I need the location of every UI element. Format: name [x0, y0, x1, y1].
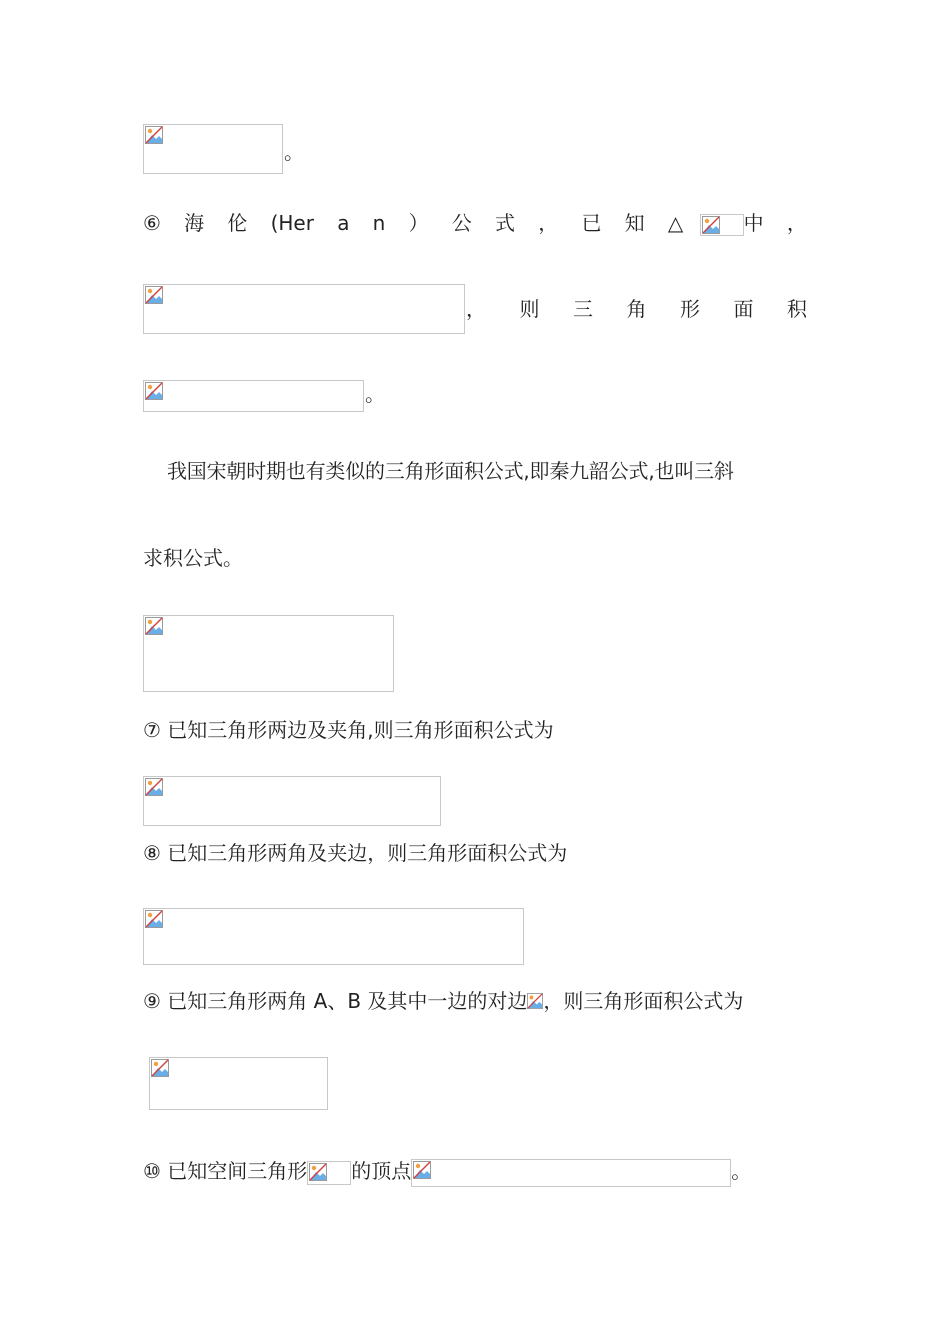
text-char: 角	[626, 297, 647, 321]
formula-image	[143, 380, 364, 412]
broken-image-icon	[145, 778, 163, 796]
item-7-text: ⑦ 已知三角形两边及夹角,则三角形面积公式为	[143, 718, 554, 742]
period: 。	[731, 1159, 752, 1183]
text-char: 则	[519, 297, 540, 321]
formula-image	[411, 1159, 731, 1187]
text-char: 形	[680, 297, 700, 321]
item-8-text: ⑧ 已知三角形两角及夹边，则三角形面积公式为	[143, 841, 568, 865]
broken-image-icon	[145, 382, 163, 400]
formula-image	[143, 124, 283, 174]
text-char: 三	[573, 297, 593, 321]
text-char: 中	[743, 211, 764, 235]
text-char: 海	[184, 211, 205, 235]
item-10-text-a: ⑩ 已知空间三角形	[143, 1159, 308, 1183]
formula-image	[149, 1057, 328, 1110]
text-char: 式	[495, 211, 516, 235]
formula-image	[143, 284, 465, 334]
broken-image-icon	[413, 1161, 431, 1179]
formula-image	[143, 776, 441, 826]
text-char: ⑥	[143, 211, 161, 235]
broken-image-icon	[145, 617, 163, 635]
text-char: n	[372, 211, 386, 235]
item-9-text-a: ⑨ 已知三角形两角 A、B 及其中一边的对边	[143, 989, 528, 1013]
area-text-line	[466, 295, 807, 323]
formula-image	[307, 1161, 351, 1185]
text-char: 积	[787, 297, 807, 321]
broken-image-icon	[145, 126, 163, 144]
text-char: 伦	[227, 211, 248, 235]
text-char: ，	[538, 211, 559, 235]
formula-image	[700, 214, 744, 236]
text-char	[668, 209, 764, 237]
text-char: ，	[786, 211, 807, 235]
text-char: 已	[581, 211, 602, 235]
broken-image-icon	[145, 286, 163, 304]
broken-image-icon	[527, 993, 543, 1009]
broken-image-icon	[309, 1163, 327, 1181]
period: 。	[284, 140, 304, 164]
item-10-text-b: 的顶点	[351, 1159, 412, 1183]
formula-image	[143, 908, 524, 965]
text-char: a	[337, 211, 350, 235]
text-char: (Her	[270, 211, 314, 235]
heron-formula-line	[143, 209, 807, 237]
period: 。	[365, 382, 385, 406]
text-char: 知	[624, 211, 645, 235]
text-char: 公	[451, 211, 472, 235]
item-9-text-b: ，则三角形面积公式为	[543, 989, 744, 1013]
paragraph-line: 我国宋朝时期也有类似的三角形面积公式,即秦九韶公式,也叫三斜	[167, 459, 734, 483]
item-10-text	[143, 1157, 751, 1187]
text-char: ，	[466, 297, 486, 321]
text-char: ）	[408, 211, 429, 235]
item-9-text	[143, 987, 743, 1015]
broken-image-icon	[145, 910, 163, 928]
broken-image-icon	[151, 1059, 169, 1077]
paragraph-line: 求积公式。	[143, 546, 243, 570]
formula-image	[143, 615, 394, 692]
triangle-symbol: △	[667, 211, 684, 235]
text-char: 面	[733, 297, 754, 321]
broken-image-icon	[702, 216, 720, 234]
